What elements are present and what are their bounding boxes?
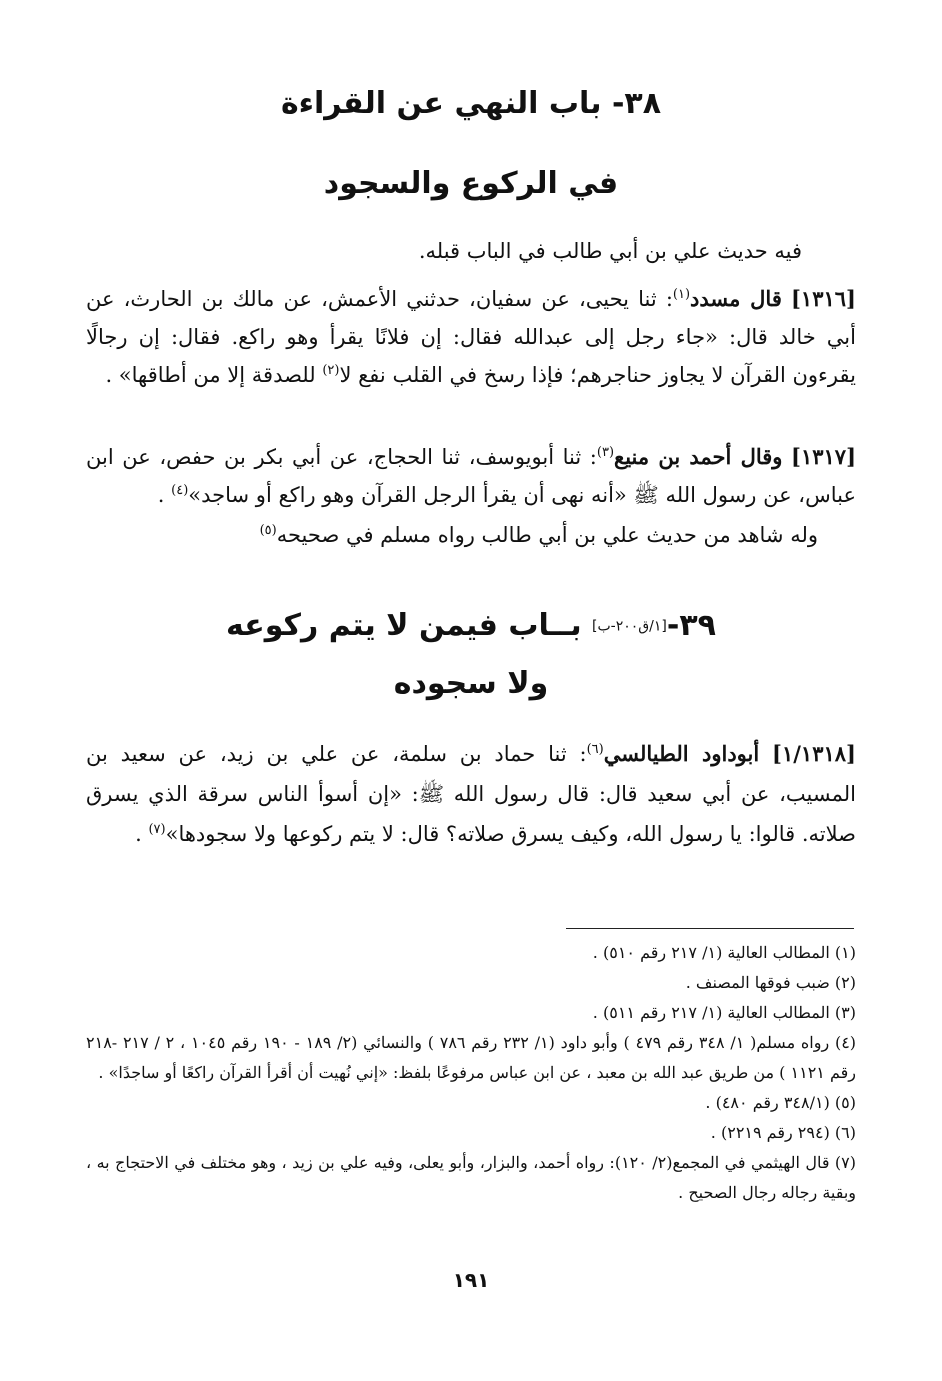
footnote-7: (٧) قال الهيثمي في المجمع(٢/ ١٢٠): رواه أحمد، والبزار، وأبو يعلى، وفيه علي بن زيد ، وهو مختلف في الاحتجاج به ، وبقية رجاله رجال الصحيح . bbox=[86, 1153, 856, 1202]
chapter-39-title bbox=[140, 606, 802, 647]
manuscript-reference: [١/ق٢٠٠-ب] bbox=[592, 618, 667, 635]
hadith-1317 bbox=[86, 438, 856, 514]
footnote-ref: (٧) bbox=[148, 822, 166, 837]
hadith-text: : ثنا يحيى، عن سفيان، حدثني الأعمش، عن مالك بن الحارث، عن أبي خالد قال: «جاء رجل إلى عبدالله فقال: إن فلانًا يقرأ وهو راكع. فقال: إن رجالًا يقرءون القرآن لا يجاوز حناجرهم؛ فإذا رسخ في القلب نفع لا bbox=[86, 287, 856, 387]
chapter-number: ٣٩- bbox=[666, 608, 716, 643]
hadith-number: [١٣١٦] bbox=[790, 286, 856, 311]
witness-note bbox=[86, 516, 818, 554]
hadith-1318 bbox=[86, 734, 856, 854]
footnote-divider bbox=[566, 928, 854, 929]
footnote-6: (٦) (٢٩٤ رقم ٢٢١٩) . bbox=[710, 1123, 856, 1142]
footnote-ref: (٣) bbox=[596, 445, 615, 460]
hadith-number: [١٣١٧] bbox=[791, 444, 857, 469]
footnote-5: (٥) (٣٤٨/١ رقم ٤٨٠) . bbox=[705, 1093, 856, 1112]
hadith-text-end: للصدقة إلا من أطاقها» . bbox=[105, 363, 323, 387]
hadith-1316 bbox=[86, 280, 856, 394]
hadith-text: : ثنا حماد بن سلمة، عن علي بن زيد، عن سعيد بن المسيب، عن أبي سعيد قال: قال رسول الله ﷺ: «إن أسوأ الناس سرقة الذي يسرق صلاته. قالوا: يا رسول الله، وكيف يسرق صلاته؟ قال: لا يتم ركوعها ولا سجودها» bbox=[86, 742, 856, 846]
hadith-text-end: . bbox=[135, 822, 149, 846]
narrator: أبوداود الطيالسي bbox=[603, 741, 760, 766]
footnote-ref: (٢) bbox=[322, 363, 340, 378]
page-number: ١٩١ bbox=[452, 1268, 490, 1292]
footnote-ref: (١) bbox=[672, 287, 691, 302]
footnote-ref: (٦) bbox=[586, 742, 604, 757]
footnotes-list bbox=[86, 938, 856, 1208]
chapter-38-title: ٣٨- باب النهي عن القراءة bbox=[280, 86, 662, 121]
hadith-number: [١/١٣١٨] bbox=[772, 741, 856, 766]
footnote-ref: (٥) bbox=[259, 523, 277, 538]
footnote-1: (١) المطالب العالية (١/ ٢١٧ رقم ٥١٠) . bbox=[592, 943, 856, 962]
chapter-title-text: بــاب فيمن لا يتم ركوعه bbox=[226, 608, 582, 643]
footnote-3: (٣) المطالب العالية (١/ ٢١٧ رقم ٥١١) . bbox=[592, 1003, 856, 1022]
witness-text: وله شاهد من حديث علي بن أبي طالب رواه مسلم في صحيحه bbox=[276, 523, 818, 547]
intro-paragraph: فيه حديث علي بن أبي طالب في الباب قبله. bbox=[418, 239, 802, 263]
narrator: وقال أحمد بن منيع bbox=[614, 444, 783, 469]
chapter-39-subtitle: ولا سجوده bbox=[393, 666, 549, 701]
hadith-text: : ثنا أبويوسف، ثنا الحجاج، عن أبي بكر بن حفص، عن ابن عباس، عن رسول الله ﷺ «أنه نهى أن يقرأ الرجل القرآن وهو راكع أو ساجد» bbox=[86, 445, 856, 507]
narrator: قال مسدد bbox=[690, 286, 782, 311]
chapter-38-subtitle: في الركوع والسجود bbox=[323, 166, 619, 201]
footnote-ref: (٤) bbox=[171, 483, 189, 498]
footnote-4: (٤) رواه مسلم( ١/ ٣٤٨ رقم ٤٧٩ ) وأبو داود (١/ ٢٣٢ رقم ٧٨٦ ) والنسائي (٢/ ١٨٩ - ١٩٠ رقم ١٠٤٥ ، ٢ / ٢١٧ -٢١٨ رقم ١١٢١ ) من طريق عبد الله بن معبد ، عن ابن عباس مرفوعًا بلفظ: «إني نُهيت أن أقرأ القرآن راكعًا أو ساجدًا» . bbox=[86, 1033, 857, 1082]
hadith-text-end: . bbox=[157, 483, 172, 507]
footnote-2: (٢) ضبب فوقها المصنف . bbox=[685, 973, 856, 992]
